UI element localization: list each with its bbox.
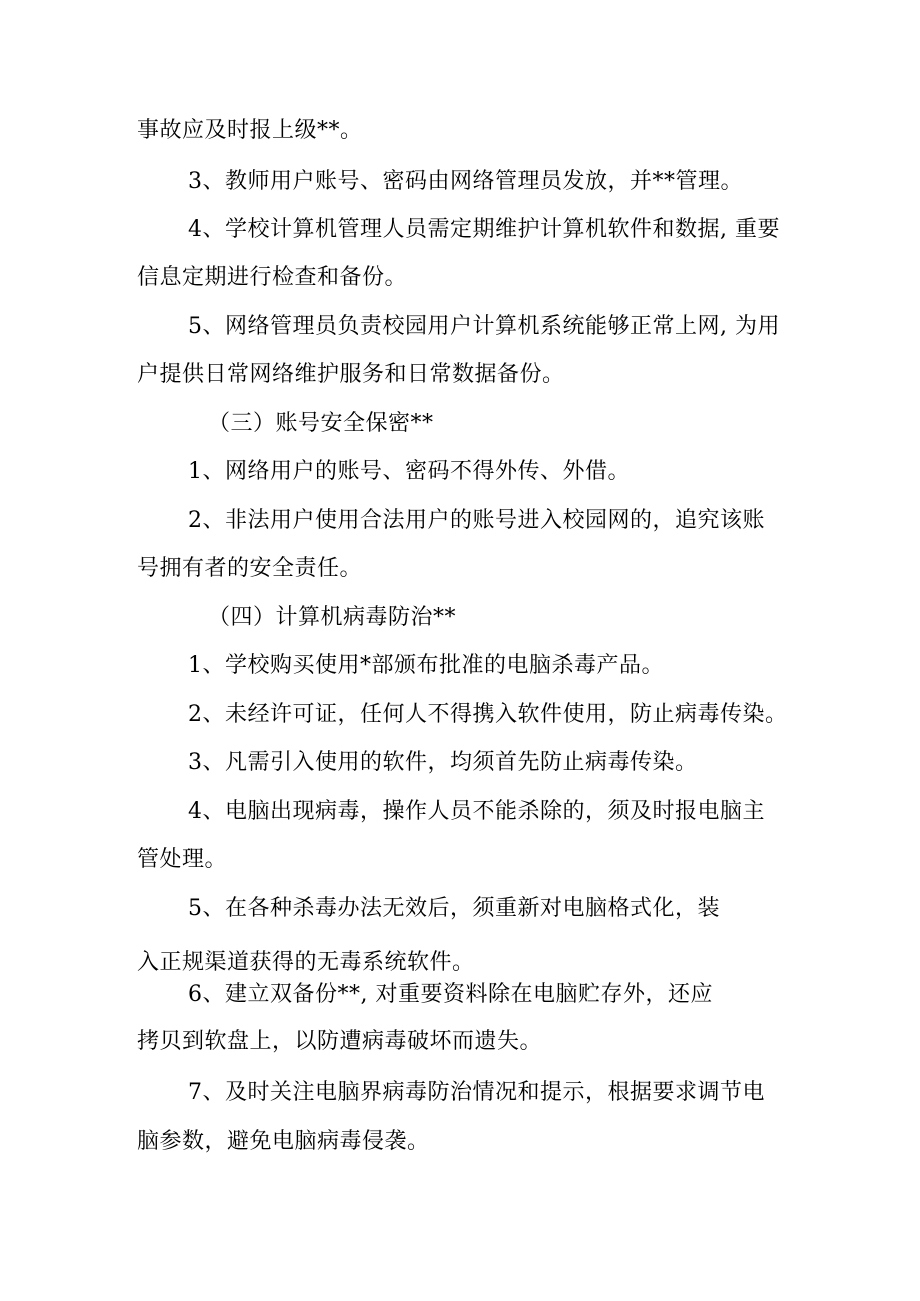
text-line: 2、非法用户使用合法用户的账号进入校园网的，追究该账 bbox=[188, 508, 765, 533]
text-line: 管处理。 bbox=[137, 847, 228, 872]
text-line: 3、凡需引入使用的软件，均须首先防止病毒传染。 bbox=[188, 750, 698, 775]
text-line: 号拥有者的安全责任。 bbox=[137, 556, 363, 581]
text-line: 3、教师用户账号、密码由网络管理员发放，并**管理。 bbox=[188, 169, 743, 194]
text-line: 6、建立双备份**, 对重要资料除在电脑贮存外，还应 bbox=[188, 982, 713, 1007]
section-heading: （三）账号安全保密** bbox=[208, 411, 434, 436]
text-line: 5、在各种杀毒办法无效后，须重新对电脑格式化，装 bbox=[188, 896, 720, 921]
text-line: 户提供日常网络维护服务和日常数据备份。 bbox=[137, 362, 565, 387]
text-line: 拷贝到软盘上，以防遭病毒破坏而遗失。 bbox=[137, 1029, 543, 1054]
text-line: 4、电脑出现病毒，操作人员不能杀除的，须及时报电脑主 bbox=[188, 799, 765, 824]
text-line: 5、网络管理员负责校园用户计算机系统能够正常上网, 为用 bbox=[188, 314, 780, 339]
text-line: 1、学校购买使用*部颁布批准的电脑杀毒产品。 bbox=[188, 653, 664, 678]
text-line: 入正规渠道获得的无毒系统软件。 bbox=[137, 950, 475, 975]
text-line: 1、网络用户的账号、密码不得外传、外借。 bbox=[188, 459, 630, 484]
section-heading: （四）计算机病毒防治** bbox=[208, 605, 457, 630]
text-line: 4、学校计算机管理人员需定期维护计算机软件和数据, 重要 bbox=[188, 217, 780, 242]
text-line: 事故应及时报上级**。 bbox=[137, 118, 363, 143]
text-line: 脑参数，避免电脑病毒侵袭。 bbox=[137, 1129, 430, 1154]
text-line: 信息定期进行检查和备份。 bbox=[137, 265, 408, 290]
text-line: 2、未经许可证，任何人不得携入软件使用，防止病毒传染。 bbox=[188, 702, 788, 727]
text-line: 7、及时关注电脑界病毒防治情况和提示，根据要求调节电 bbox=[188, 1080, 765, 1105]
